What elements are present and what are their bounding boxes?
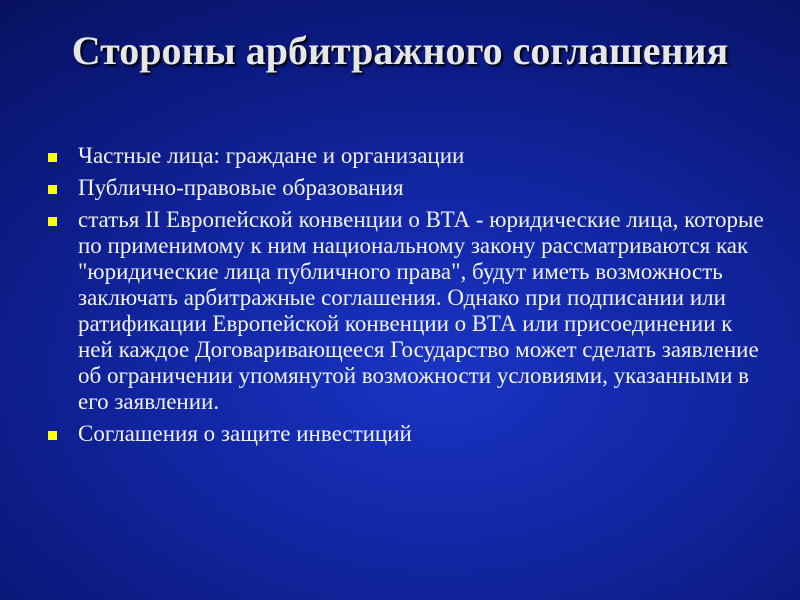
slide-title: Стороны арбитражного соглашения (71, 28, 729, 73)
bullet-item (44, 143, 764, 169)
square-bullet-icon (48, 217, 57, 226)
square-bullet-icon (48, 153, 57, 162)
bullet-list (44, 143, 764, 453)
bullet-item (44, 207, 764, 415)
bullet-text: статья II Европейской конвенции о ВТА - юридические лица, которые по применимому к ним национальному закону рассматриваются как "юридические лица публичного права", будут иметь возможность заключать арбитражные соглашения. Однако при подписании или ратификации Европейской конвенции о ВТА или присоединении к ней каждое Договаривающееся Государство может сделать заявление об ограничении упомянутой возможности условиями, указанными в его заявлении. (78, 207, 764, 414)
bullet-text: Публично-правовые образования (78, 175, 404, 200)
square-bullet-icon (48, 185, 57, 194)
bullet-item (44, 421, 764, 447)
bullet-text: Частные лица: граждане и организации (78, 143, 465, 168)
bullet-text: Соглашения о защите инвестиций (78, 421, 412, 446)
bullet-item (44, 175, 764, 201)
square-bullet-icon (48, 431, 57, 440)
